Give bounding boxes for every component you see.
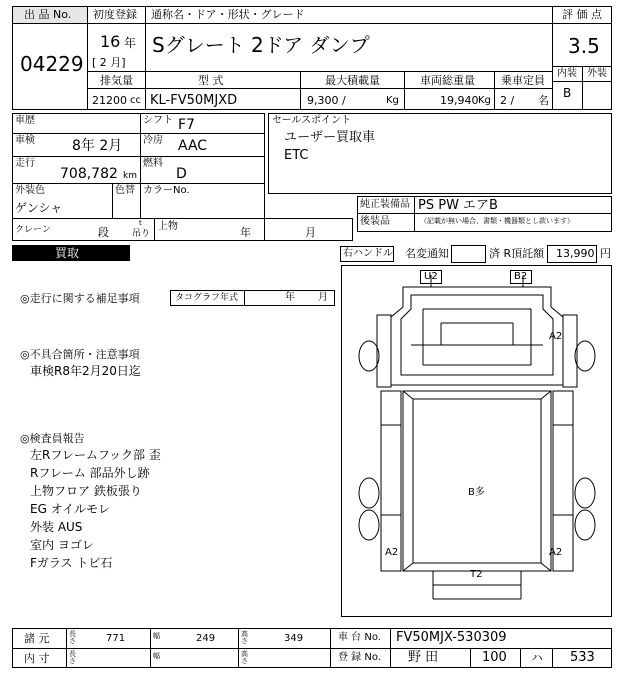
upper-year: 年 bbox=[240, 226, 251, 239]
crane-ton: 吊り bbox=[132, 229, 151, 239]
length-value: 771 bbox=[106, 633, 126, 644]
inspector-line-5: 外装 AUS bbox=[30, 520, 83, 534]
retrofit-note: （記載が無い場合、書類・機器類とし款います） bbox=[420, 217, 574, 225]
in-height-label: 高さ bbox=[241, 650, 248, 665]
gross-weight-unit: Kg bbox=[478, 95, 491, 106]
inspector-line-7: Fガラス トビ石 bbox=[30, 556, 113, 570]
model-name: Sグレート 2ドア ダンプ bbox=[152, 33, 370, 57]
truck-diagram bbox=[341, 265, 612, 617]
meter-swap-label: 名変通知 bbox=[405, 247, 449, 260]
mark-a2-front-right: A2 bbox=[549, 331, 563, 342]
sales-point-label: セールスポイント bbox=[272, 115, 352, 126]
reg-kana: ハ bbox=[531, 651, 544, 665]
first-reg-month: [ 2 月] bbox=[92, 56, 126, 69]
right-hand-label: 右ハンドル bbox=[343, 248, 393, 259]
spec-div-4 bbox=[494, 71, 495, 110]
inspector-line-2: Rフレーム 部品外し跡 bbox=[30, 466, 150, 480]
divider-header-label bbox=[87, 23, 553, 24]
mark-b2: B2 bbox=[514, 271, 528, 282]
tachograph-divider bbox=[244, 290, 245, 306]
reg-class: 100 bbox=[482, 650, 507, 665]
ext-color-label: 外装色 bbox=[15, 185, 45, 196]
reg-label: 登 録 No. bbox=[338, 652, 381, 663]
upper-month: 月 bbox=[305, 226, 316, 239]
displacement-unit: cc bbox=[130, 95, 141, 106]
capacity-unit: 名 bbox=[538, 94, 549, 107]
crane-label: クレーン bbox=[15, 225, 51, 235]
footer-c1 bbox=[66, 628, 67, 668]
lot-number: 04229 bbox=[20, 52, 84, 76]
capacity-value: 2 / bbox=[500, 94, 515, 107]
ext-color-value: ゲンシャ bbox=[15, 201, 63, 215]
mileage-value: 708,782 bbox=[60, 166, 118, 182]
width-label: 幅 bbox=[153, 632, 160, 640]
inspector-title: ◎検査員報告 bbox=[20, 432, 85, 445]
max-load-label: 最大積載量 bbox=[325, 74, 380, 87]
length-label: 長さ bbox=[69, 630, 76, 645]
mileage-check-label: 済 R頂託額 bbox=[489, 247, 545, 260]
spec-div-1 bbox=[145, 71, 146, 110]
rating-label: 評 価 点 bbox=[562, 8, 602, 21]
history-label: 車歴 bbox=[15, 115, 35, 126]
model-name-label: 通称名・ドア・形状・グレード bbox=[151, 8, 305, 21]
retrofit-label: 後装品 bbox=[360, 216, 390, 227]
capacity-label: 乗車定員 bbox=[501, 74, 545, 87]
mark-a2-rear-left: A2 bbox=[385, 547, 399, 558]
width-value: 249 bbox=[196, 633, 216, 644]
first-reg-year: 16 bbox=[100, 32, 121, 51]
equipment-label: 純正装備品 bbox=[360, 199, 410, 210]
exterior-label: 外装 bbox=[587, 68, 607, 79]
spec-label-divider bbox=[87, 88, 553, 89]
aircon-value: AAC bbox=[178, 138, 208, 154]
displacement-value: 21200 bbox=[92, 94, 127, 107]
footer-c7 bbox=[520, 648, 521, 668]
detail-col-color2 bbox=[140, 183, 141, 218]
detail-row-2 bbox=[12, 156, 265, 157]
rating-divider-top bbox=[552, 23, 612, 24]
equipment-value: PS PW エアB bbox=[418, 198, 498, 213]
fuel-value: D bbox=[176, 166, 187, 182]
spec-div-2 bbox=[300, 71, 301, 110]
color-change-label: 色替 bbox=[115, 185, 135, 196]
detail-col-mid bbox=[140, 113, 141, 183]
inspection-label: 車検 bbox=[15, 135, 35, 146]
inspector-line-6: 室内 ヨゴレ bbox=[30, 538, 94, 552]
detail-col-color bbox=[112, 183, 113, 218]
height-label: 高さ bbox=[241, 630, 248, 645]
footer-mid bbox=[12, 648, 612, 649]
amount-unit: 円 bbox=[600, 247, 611, 260]
year-unit: 年 bbox=[124, 36, 137, 50]
first-reg-label: 初度登録 bbox=[93, 8, 137, 21]
sales-point-line-1: ユーザー買取車 bbox=[284, 130, 376, 145]
dims-label: 諸 元 bbox=[24, 632, 50, 645]
gross-weight-label: 車両総重量 bbox=[420, 74, 475, 87]
interior-label: 内装 bbox=[557, 68, 577, 79]
tachograph-month: 月 bbox=[318, 292, 328, 303]
inspection-value: 8年 2月 bbox=[72, 138, 123, 154]
chassis-label: 車 台 No. bbox=[338, 632, 381, 643]
interior-grade: B bbox=[563, 86, 572, 100]
driving-notes-title: ◎走行に関する補足事項 bbox=[20, 292, 140, 305]
inspector-line-3: 上物フロア 鉄板張り bbox=[30, 484, 142, 498]
crane-stage: 段 bbox=[98, 226, 109, 239]
mileage-unit: km bbox=[123, 171, 137, 181]
mark-b-many: B多 bbox=[468, 487, 485, 498]
inspector-line-4: EG オイルモレ bbox=[30, 502, 111, 516]
in-length-label: 長さ bbox=[69, 650, 76, 665]
tachograph-label: タコグラフ年式 bbox=[175, 293, 239, 303]
detail-row-3 bbox=[12, 183, 265, 184]
footer-c2 bbox=[150, 628, 151, 668]
spec-div-3 bbox=[404, 71, 405, 110]
equipment-divider bbox=[357, 213, 612, 214]
buy-banner-text: 買取 bbox=[55, 246, 80, 260]
upper-label: 上物 bbox=[158, 221, 178, 232]
rating-divider-vert bbox=[582, 66, 583, 110]
aircon-label: 冷房 bbox=[143, 135, 163, 146]
reg-number: 533 bbox=[570, 650, 595, 665]
defects-line-1: 車検R8年2月20日迄 bbox=[30, 364, 141, 378]
gross-weight-value: 19,940 bbox=[440, 94, 479, 107]
amount-value: 13,990 bbox=[556, 247, 595, 260]
detail-row-1 bbox=[12, 133, 265, 134]
footer-c4 bbox=[330, 628, 331, 668]
footer-c3 bbox=[238, 628, 239, 668]
type-value: KL-FV50MJXD bbox=[150, 93, 238, 108]
lot-label: 出 品 No. bbox=[24, 8, 72, 21]
displacement-label: 排気量 bbox=[100, 74, 133, 87]
detail-col-crane bbox=[154, 218, 155, 241]
mark-t2: T2 bbox=[470, 569, 483, 580]
meter-swap-box bbox=[451, 245, 486, 263]
max-load-value: 9,300 / bbox=[307, 94, 346, 107]
chassis-value: FV50MJX-530309 bbox=[396, 630, 507, 645]
footer-c8 bbox=[552, 648, 553, 668]
tachograph-year: 年 bbox=[285, 292, 295, 303]
reg-area: 野 田 bbox=[408, 650, 439, 665]
crane-ton-top: t bbox=[139, 219, 142, 227]
height-value: 349 bbox=[284, 633, 304, 644]
equipment-col bbox=[414, 196, 415, 232]
fuel-label: 燃料 bbox=[143, 158, 163, 169]
inspector-line-1: 左Rフレームフック部 歪 bbox=[30, 448, 161, 462]
max-load-unit: Kg bbox=[386, 95, 399, 106]
rating-value: 3.5 bbox=[568, 34, 600, 58]
divider-model bbox=[145, 6, 146, 72]
defects-title: ◎不具合箇所・注意事項 bbox=[20, 348, 140, 361]
footer-c6 bbox=[470, 648, 471, 668]
footer-c5 bbox=[390, 628, 391, 668]
color-no-label: カラーNo. bbox=[143, 185, 190, 196]
inner-label: 内 寸 bbox=[24, 652, 50, 665]
mark-a2-rear-right: A2 bbox=[549, 547, 563, 558]
mark-u2: U2 bbox=[424, 271, 438, 282]
type-label: 型 式 bbox=[198, 74, 224, 87]
mileage-label: 走行 bbox=[15, 158, 35, 169]
in-width-label: 幅 bbox=[153, 652, 160, 660]
shift-value: F7 bbox=[178, 117, 195, 133]
shift-label: シフト bbox=[143, 115, 173, 126]
sales-point-line-2: ETC bbox=[284, 148, 309, 163]
